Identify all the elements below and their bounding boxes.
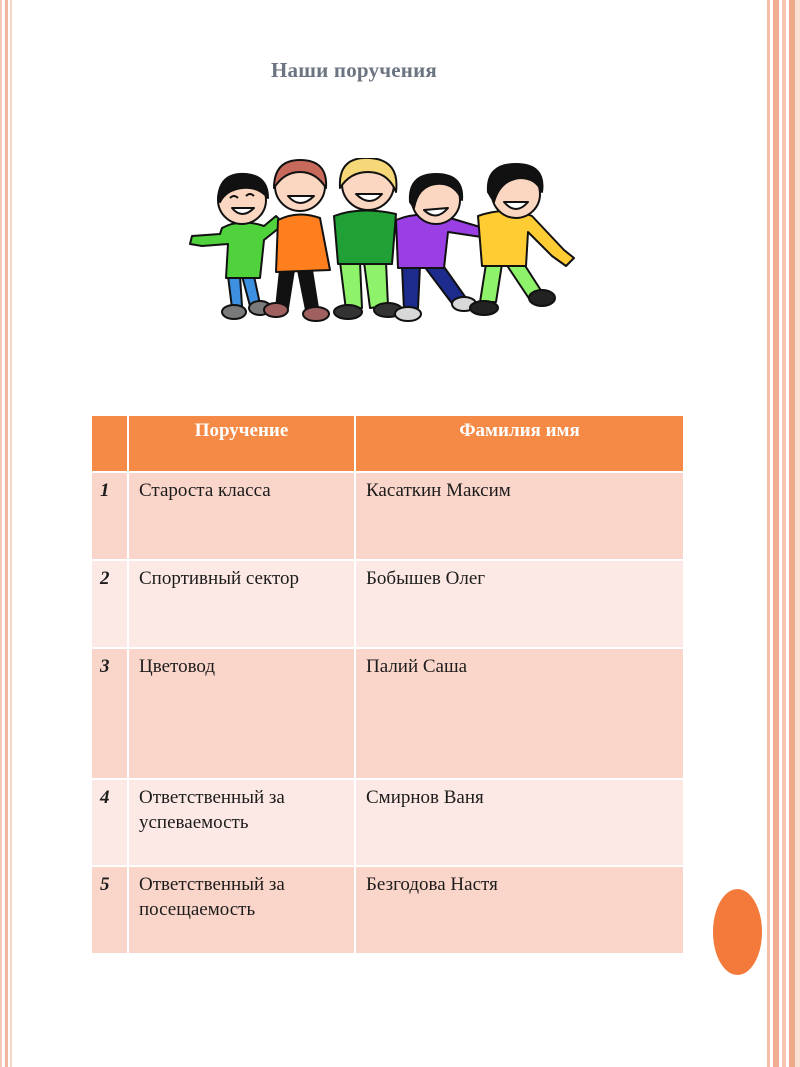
header-task: Поручение — [128, 416, 355, 472]
row-number: 3 — [92, 648, 128, 779]
group-of-children-icon — [180, 158, 585, 328]
table-row — [92, 472, 683, 560]
row-name: Смирнов Ваня — [355, 779, 683, 866]
child-2 — [264, 160, 330, 321]
table-header-row — [92, 416, 683, 472]
header-number — [92, 416, 128, 472]
row-name: Палий Саша — [355, 648, 683, 779]
left-border-decoration — [0, 0, 16, 1067]
page-title: Наши поручения — [271, 58, 437, 82]
row-task: Спортивный сектор — [128, 560, 355, 648]
row-task: Ответственный за успеваемость — [128, 779, 355, 866]
table-row — [92, 866, 683, 953]
table-row — [92, 779, 683, 866]
row-name: Безгодова Настя — [355, 866, 683, 953]
row-number: 1 — [92, 472, 128, 560]
row-task: Ответственный за посещаемость — [128, 866, 355, 953]
row-task: Цветовод — [128, 648, 355, 779]
child-3 — [334, 158, 402, 319]
table-row — [92, 648, 683, 779]
header-name: Фамилия имя — [355, 416, 683, 472]
child-4 — [395, 174, 490, 321]
row-number: 4 — [92, 779, 128, 866]
row-name: Бобышев Олег — [355, 560, 683, 648]
right-border-decoration — [764, 0, 800, 1067]
row-number: 5 — [92, 866, 128, 953]
row-task: Староста класса — [128, 472, 355, 560]
child-5 — [470, 164, 574, 315]
table-row — [92, 560, 683, 648]
assignments-table — [92, 416, 683, 953]
child-1 — [190, 174, 284, 319]
row-name: Касаткин Максим — [355, 472, 683, 560]
decorative-oval — [713, 889, 762, 975]
row-number: 2 — [92, 560, 128, 648]
